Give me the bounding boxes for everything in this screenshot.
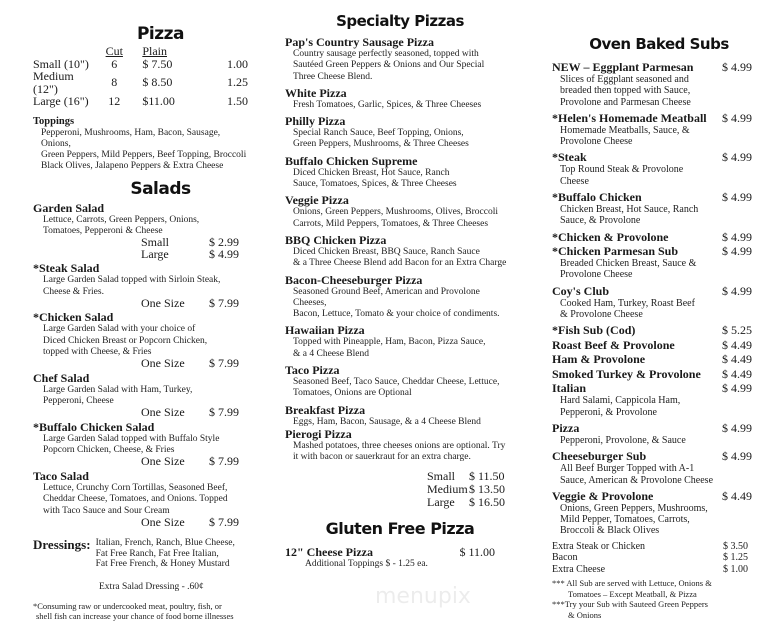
sub-name: *Helen's Homemade Meatball — [552, 110, 707, 125]
specialty-desc: Topped with Pineapple, Ham, Bacon, Pizza Sauce, — [293, 337, 486, 348]
size-price: $ 7.99 — [209, 405, 239, 420]
toppings-title: Toppings — [33, 115, 75, 127]
pizza-size: Medium (12") — [33, 69, 74, 96]
salad-item — [33, 262, 248, 309]
sub-price: $ 4.49 — [722, 488, 752, 503]
toppings-line: Black Olives, Jalapeno Peppers & Extra Cheese — [41, 161, 224, 172]
salad-size-row — [33, 295, 248, 310]
salad-name: *Steak Salad — [33, 261, 100, 276]
size-label: Large — [141, 246, 169, 261]
specialty-size-row — [427, 483, 515, 496]
sub-title-row — [552, 324, 752, 337]
salad-desc: Large Garden Salad topped with Sirloin Steak, — [43, 275, 221, 286]
specialty-item — [285, 364, 515, 400]
size-price: $ 2.99 — [209, 235, 239, 250]
col-cut: Cut — [105, 44, 123, 58]
sub-note: & Onions — [568, 609, 602, 620]
salads-title: Salads — [130, 178, 191, 199]
extra-row — [552, 541, 748, 553]
dressings: Dressings: Italian, French, Ranch, Blue Cheese, Fat Free Ranch, Fat Free Italian, Fat Free French, & Honey Mustard — [33, 537, 248, 570]
sub-price: $ 5.25 — [722, 323, 752, 338]
specialty-desc: Country sausage perfectly seasoned, topped with — [293, 49, 479, 59]
sub-price: $ 4.99 — [722, 150, 752, 165]
sub-desc: Provolone Cheese — [560, 269, 633, 281]
extra-price: $ 1.25 — [723, 552, 748, 564]
specialty-name: Veggie Pizza — [285, 193, 349, 208]
specialty-desc: it with bacon or sauerkraut for an extra charge. — [293, 452, 471, 463]
salad-item — [33, 202, 248, 261]
size-label: Small — [141, 235, 170, 250]
disclaimer-line: shell fish can increase your chance of food borne illnesses — [36, 611, 234, 621]
sub-item — [552, 450, 752, 486]
dressings-label: Dressings — [33, 537, 87, 553]
gluten-free-note: Additional Toppings $ - 1.25 ea. — [305, 558, 428, 569]
toppings-line: Green Peppers, Mild Peppers, Beef Topping, Broccoli — [41, 150, 247, 161]
salad-desc: Diced Chicken Breast or Popcorn Chicken, — [43, 335, 208, 346]
sub-item — [552, 231, 752, 244]
pizza-size: Large (16") — [33, 94, 89, 108]
specialty-desc: Diced Chicken Breast, BBQ Sauce, Ranch Sauce — [293, 246, 480, 257]
sub-desc: & Provolone Cheese — [560, 309, 643, 321]
size-label: One Size — [141, 405, 185, 420]
specialty-name: Taco Pizza — [285, 363, 340, 378]
sub-price: $ 4.99 — [722, 229, 752, 244]
sub-desc: Onions, Green Peppers, Mushrooms, — [560, 502, 708, 514]
salad-name: Chef Salad — [33, 370, 90, 385]
sub-price: $ 4.99 — [722, 420, 752, 435]
sub-desc: Broccoli & Black Olives — [560, 525, 660, 537]
size-label: Small — [427, 468, 456, 483]
sub-title-row — [552, 231, 752, 244]
sub-price: $ 4.99 — [722, 60, 752, 74]
sub-name: Coy's Club — [552, 283, 610, 298]
sub-item — [552, 151, 752, 187]
sub-title-row — [552, 112, 752, 125]
salad-name: *Buffalo Chicken Salad — [33, 419, 155, 434]
salad-desc: Lettuce, Crunchy Corn Tortillas, Seasoned Beef, — [43, 482, 228, 493]
salad-desc: Large Garden Salad with Ham, Turkey, — [43, 384, 193, 395]
specialty-title: Specialty Pizzas — [336, 12, 464, 30]
sub-item — [552, 368, 752, 381]
salad-desc: Cheese & Fries. — [43, 286, 104, 297]
sub-item — [552, 61, 752, 108]
col-plain: Plain — [142, 44, 167, 58]
extra-row — [552, 564, 748, 576]
sub-name: *Chicken Parmesan Sub — [552, 244, 679, 259]
specialty-item — [285, 234, 515, 270]
dressing-line: Italian, French, Ranch, Blue Cheese, — [95, 538, 235, 549]
sub-title-row — [552, 382, 752, 395]
sub-title-row — [552, 422, 752, 435]
disclaimer-line: *Consuming raw or undercooked meat, poultry, fish, or — [33, 601, 222, 612]
specialty-desc: Special Ranch Sauce, Beef Topping, Onions, — [293, 128, 464, 139]
gluten-free-item — [285, 546, 495, 559]
specialty-desc: Seasoned Ground Beef, American and Provolone Cheeses, — [293, 286, 480, 308]
specialty-item — [285, 194, 515, 230]
sub-note: ***Try your Sub with Sauteed Green Peppers — [552, 599, 708, 610]
left-column — [33, 24, 248, 621]
sub-title-row — [552, 151, 752, 164]
specialty-desc: Green Peppers, Mushrooms, & Three Cheeses — [293, 139, 469, 150]
sub-title-row — [552, 368, 752, 381]
specialty-item — [285, 115, 515, 151]
dressing-line: Fat Free French, & Honey Mustard — [95, 559, 230, 570]
sub-desc: Cooked Ham, Turkey, Roast Beef — [560, 297, 695, 309]
salad-desc: topped with Cheese, & Fries — [43, 346, 152, 357]
sub-name: Pizza — [552, 420, 580, 435]
salad-size-row — [33, 246, 248, 261]
pizza-topping: 1.00 — [227, 56, 248, 71]
sub-item — [552, 353, 752, 366]
specialty-item — [285, 324, 515, 360]
salad-desc: with Taco Sauce and Sour Cream — [43, 505, 170, 516]
specialty-name: Breakfast Pizza — [285, 402, 366, 417]
extra-price: $ 1.00 — [723, 563, 748, 575]
sub-item — [552, 324, 752, 337]
specialty-desc: Sauce, Tomatoes, Spices, & Three Cheeses — [293, 179, 457, 190]
sub-note: *** All Sub are served with Lettuce, Onions & — [552, 578, 712, 589]
specialty-name: Buffalo Chicken Supreme — [285, 153, 418, 168]
size-label: One Size — [141, 295, 185, 310]
pizza-row — [33, 95, 248, 108]
specialty-item — [285, 36, 515, 83]
sub-desc: Pepperoni, & Provolone — [560, 406, 657, 418]
gluten-free-title: Gluten Free Pizza — [325, 518, 475, 538]
salad-item — [33, 372, 248, 419]
middle-column — [285, 12, 515, 609]
watermark: menupix — [375, 583, 471, 609]
extra-row — [552, 552, 748, 564]
dressing-line: Fat Free Ranch, Fat Free Italian, — [95, 548, 219, 559]
size-label: Medium — [427, 481, 468, 496]
size-label: One Size — [141, 514, 185, 529]
extra-name: Extra Steak or Chicken — [552, 540, 646, 552]
sub-item — [552, 422, 752, 446]
specialty-size-row — [427, 496, 515, 509]
specialty-desc: & a Three Cheese Blend add Bacon for an Extra Charge — [293, 258, 507, 269]
pizza-plain: $ 8.50 — [142, 75, 173, 90]
sub-name: Veggie & Provolone — [552, 488, 654, 503]
size-label: One Size — [141, 356, 185, 371]
extra-name: Extra Cheese — [552, 563, 606, 575]
sub-desc: Provolone and Parmesan Cheese — [560, 96, 691, 108]
salad-item — [33, 311, 248, 369]
right-column — [552, 35, 752, 620]
pizza-plain: $11.00 — [142, 94, 175, 108]
specialty-name: Bacon-Cheeseburger Pizza — [285, 272, 423, 287]
sub-item — [552, 490, 752, 537]
pizza-price-table — [33, 45, 248, 108]
sub-desc: Breaded Chicken Breast, Sauce & — [560, 258, 697, 270]
sub-name: *Steak — [552, 150, 587, 165]
specialty-item — [285, 404, 515, 428]
specialty-desc: Tomatoes, Onions are Optional — [293, 388, 412, 399]
specialty-desc: Seasoned Beef, Taco Sauce, Cheddar Cheese, Lettuce, — [293, 377, 500, 388]
salad-desc: Lettuce, Carrots, Green Peppers, Onions, — [43, 214, 200, 225]
pizza-size: Small (10") — [33, 56, 89, 71]
sub-name: *Fish Sub (Cod) — [552, 323, 636, 338]
sub-note: Tomatoes – Except Meatball, & Pizza — [568, 588, 697, 599]
pizza-row — [33, 70, 248, 95]
sub-item — [552, 191, 752, 227]
specialty-desc: Diced Chicken Breast, Hot Sauce, Ranch — [293, 167, 450, 178]
sub-title-row — [552, 339, 752, 352]
sub-desc: Sauce, American & Provolone Cheese — [560, 474, 714, 486]
specialty-item — [285, 428, 515, 464]
specialty-desc: Bacon, Lettuce, Tomato & your choice of condiments. — [293, 309, 500, 320]
sub-price: $ 4.99 — [722, 283, 752, 298]
sub-desc: Cheese — [560, 175, 589, 187]
size-price: $ 7.99 — [209, 356, 239, 371]
extra-price: $ 3.50 — [723, 540, 748, 552]
gluten-free-price: $ 11.00 — [459, 544, 495, 559]
extra-name: Bacon — [552, 552, 578, 564]
salad-desc: Pepperoni, Cheese — [43, 396, 114, 407]
specialty-item — [285, 87, 515, 111]
salad-size-row — [33, 407, 248, 419]
sub-desc: Top Round Steak & Provolone — [560, 164, 684, 176]
sub-name: Cheeseburger Sub — [552, 449, 647, 464]
salad-size-row — [33, 514, 248, 529]
sub-price: $ 4.49 — [722, 352, 752, 367]
specialty-desc: Eggs, Ham, Bacon, Sausage, & a 4 Cheese Blend — [293, 416, 481, 427]
size-price: $ 7.99 — [209, 454, 239, 469]
salad-size-row — [33, 358, 248, 370]
sub-desc: Pepperoni, Provolone, & Sauce — [560, 434, 686, 446]
pizza-title: Pizza — [136, 24, 185, 44]
sub-item — [552, 112, 752, 148]
sub-desc: Homemade Meatballs, Sauce, & — [560, 124, 690, 136]
subs-title: Oven Baked Subs — [589, 35, 729, 53]
sub-title-row — [552, 353, 752, 366]
sub-item — [552, 245, 752, 281]
salad-size-row — [33, 456, 248, 468]
size-price: $ 4.99 — [209, 246, 239, 261]
toppings-line: Pepperoni, Mushrooms, Ham, Bacon, Sausage, Onions, — [41, 127, 221, 149]
pizza-cut: 6 — [111, 56, 118, 71]
size-price: $ 16.50 — [469, 494, 505, 509]
pizza-topping: 1.50 — [227, 94, 248, 108]
salad-desc: Tomatoes, Pepperoni & Cheese — [43, 225, 163, 236]
pizza-cut: 8 — [111, 75, 118, 90]
sub-price: $ 4.99 — [722, 110, 752, 125]
specialty-desc: Sautéed Green Peppers & Onions and Our Special — [293, 60, 485, 71]
sub-name: *Buffalo Chicken — [552, 190, 642, 205]
specialty-desc: Fresh Tomatoes, Garlic, Spices, & Three Cheeses — [293, 99, 482, 110]
specialty-name: Philly Pizza — [285, 114, 346, 129]
sub-title-row — [552, 450, 752, 463]
salad-desc: Cheddar Cheese, Tomatoes, and Onions. Topped — [43, 494, 228, 505]
size-label: One Size — [141, 454, 185, 469]
size-label: Large — [427, 494, 455, 509]
pizza-plain: $ 7.50 — [142, 56, 173, 71]
sub-desc: Slices of Eggplant seasoned and — [560, 74, 689, 85]
salad-item — [33, 470, 248, 528]
salad-desc: Popcorn Chicken, Cheese, & Fries — [43, 445, 175, 456]
sub-name: Ham & Provolone — [552, 352, 646, 367]
sub-desc: All Beef Burger Topped with A-1 — [560, 463, 695, 475]
extra-dressing: Extra Salad Dressing - .60¢ — [99, 581, 204, 592]
specialty-name: White Pizza — [285, 85, 347, 100]
sub-name: Italian — [552, 381, 587, 396]
salad-item — [33, 421, 248, 468]
size-price: $ 13.50 — [469, 481, 505, 496]
specialty-desc: Carrots, Mild Peppers, Tomatoes, & Three Cheeses — [293, 218, 489, 229]
sub-item — [552, 382, 752, 418]
sub-title-row — [552, 245, 752, 258]
specialty-desc: Mashed potatoes, three cheeses onions are optional. Try — [293, 440, 506, 451]
specialty-name: BBQ Chicken Pizza — [285, 232, 387, 247]
salad-name: *Chicken Salad — [33, 310, 114, 325]
specialty-item — [285, 155, 515, 191]
sub-price: $ 4.99 — [722, 449, 752, 464]
pizza-topping: 1.25 — [227, 75, 248, 90]
sub-desc: Hard Salami, Cappicola Ham, — [560, 395, 681, 407]
sub-price: $ 4.99 — [722, 381, 752, 396]
sub-title-row — [552, 285, 752, 298]
specialty-name: Pierogi Pizza — [285, 426, 352, 441]
sub-name: *Chicken & Provolone — [552, 229, 669, 244]
sub-desc: Provolone Cheese — [560, 136, 633, 148]
sub-desc: Chicken Breast, Hot Sauce, Ranch — [560, 204, 699, 216]
size-price: $ 11.50 — [469, 468, 505, 483]
sub-price: $ 4.99 — [722, 190, 752, 205]
size-price: $ 7.99 — [209, 514, 239, 529]
salad-name: Taco Salad — [33, 468, 89, 483]
sub-name: Roast Beef & Provolone — [552, 337, 675, 352]
sub-name: NEW – Eggplant Parmesan — [552, 60, 694, 74]
specialty-desc: Three Cheese Blend. — [293, 71, 373, 82]
specialty-name: Hawaiian Pizza — [285, 323, 365, 338]
size-price: $ 7.99 — [209, 295, 239, 310]
gluten-free-name: 12" Cheese Pizza — [285, 544, 373, 559]
sub-name: Smoked Turkey & Provolone — [552, 366, 701, 381]
sub-title-row — [552, 191, 752, 204]
sub-title-row — [552, 490, 752, 503]
specialty-item — [285, 274, 515, 321]
sub-item — [552, 339, 752, 352]
sub-desc: breaded then topped with Sauce, — [560, 85, 691, 97]
sub-price: $ 4.49 — [722, 366, 752, 381]
specialty-size-row — [427, 470, 515, 483]
specialty-desc: Onions, Green Peppers, Mushrooms, Olives, Broccoli — [293, 207, 499, 218]
sub-price: $ 4.49 — [722, 337, 752, 352]
sub-item — [552, 285, 752, 321]
sub-desc: Mild Pepper, Tomatoes, Carrots, — [560, 514, 690, 526]
specialty-name: Pap's Country Sausage Pizza — [285, 35, 435, 49]
specialty-desc: & a 4 Cheese Blend — [293, 348, 369, 359]
sub-price: $ 4.99 — [722, 244, 752, 259]
salad-desc: Large Garden Salad with your choice of — [43, 324, 196, 335]
pizza-cut: 12 — [108, 94, 121, 108]
salad-desc: Large Garden Salad topped with Buffalo Style — [43, 433, 220, 444]
sub-desc: Sauce, & Provolone — [560, 215, 641, 227]
salad-name: Garden Salad — [33, 200, 105, 215]
sub-title-row — [552, 61, 752, 74]
